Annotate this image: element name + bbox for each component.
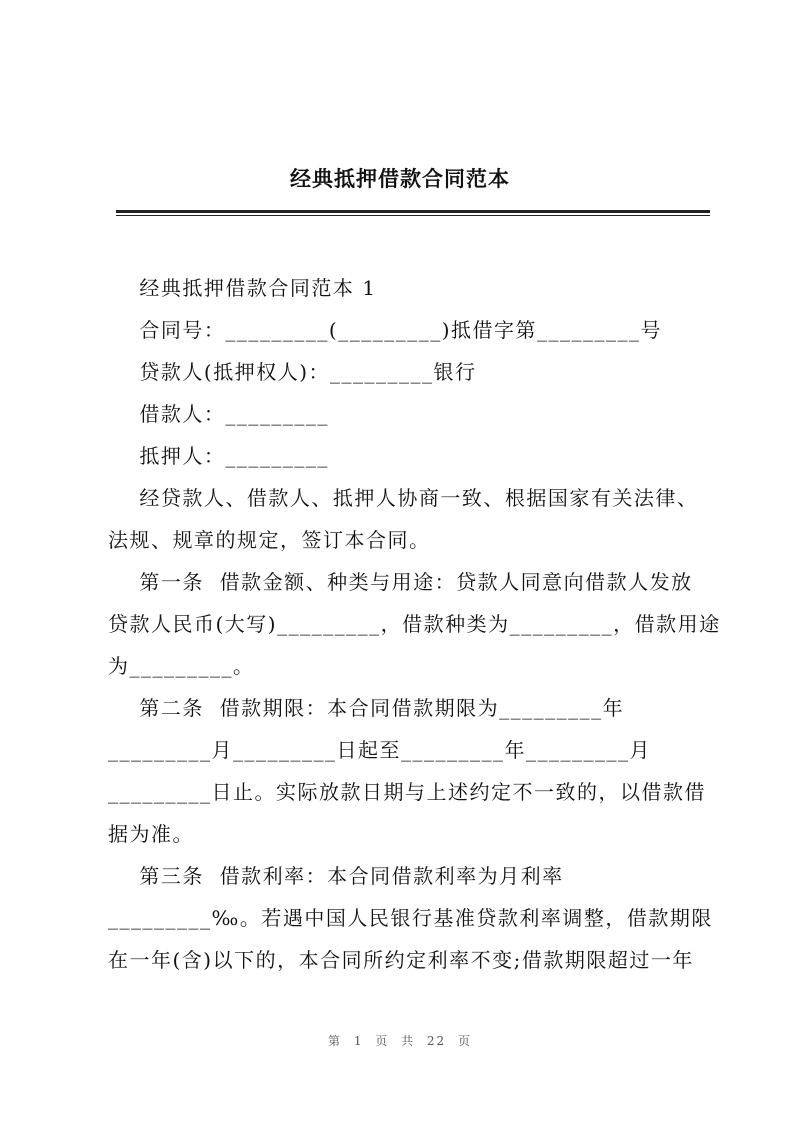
section-heading: 经典抵押借款合同范本 1 xyxy=(108,276,377,300)
article-1-line-1: 第一条 借款金额、种类与用途：贷款人同意向借款人发放 xyxy=(108,570,693,594)
article-1-line-2: 贷款人民币(大写)_________，借款种类为_________，借款用途 xyxy=(108,612,721,636)
contract-number-line: 合同号：_________(_________)抵借字第_________号 xyxy=(108,318,663,342)
article-3-line-3: 在一年(含)以下的，本合同所约定利率不变;借款期限超过一年 xyxy=(108,948,694,972)
article-3-line-2: _________‰。若遇中国人民银行基准贷款利率调整，借款期限 xyxy=(108,906,713,930)
borrower-line: 借款人：_________ xyxy=(108,402,329,426)
lender-line: 贷款人(抵押权人)：_________银行 xyxy=(108,360,477,384)
article-2-line-1: 第二条 借款期限：本合同借款期限为_________年 xyxy=(108,696,625,720)
article-2-line-2: _________月_________日起至_________年_________月 xyxy=(108,738,651,762)
mortgagor-line: 抵押人：_________ xyxy=(108,444,329,468)
article-1-line-3: 为_________。 xyxy=(108,654,255,678)
article-2-line-4: 据为准。 xyxy=(108,822,194,846)
article-3-line-1: 第三条 借款利率：本合同借款利率为月利率 xyxy=(108,864,564,888)
document-title: 经典抵押借款合同范本 xyxy=(290,166,510,191)
preamble-line-1: 经贷款人、借款人、抵押人协商一致、根据国家有关法律、 xyxy=(108,486,699,510)
article-2-line-3: _________日止。实际放款日期与上述约定不一致的，以借款借 xyxy=(108,780,706,804)
preamble-line-2: 法规、规章的规定，签订本合同。 xyxy=(108,528,431,552)
title-rule-thick xyxy=(116,210,710,213)
page-footer: 第 1 页 共 22 页 xyxy=(328,1034,472,1048)
document-body xyxy=(108,267,721,981)
title-rule-thin xyxy=(116,215,710,216)
